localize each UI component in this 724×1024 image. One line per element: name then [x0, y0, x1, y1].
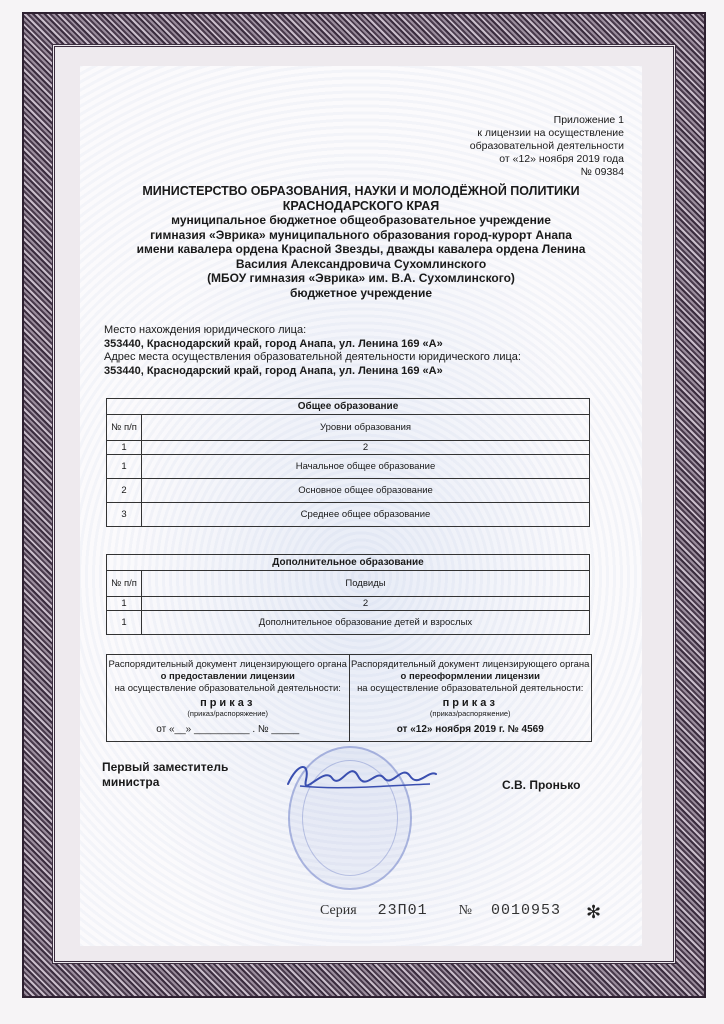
- general-index-1: 1: [107, 441, 142, 455]
- table-row: [107, 455, 590, 479]
- table-row: [107, 479, 590, 503]
- org-line-5: (МБОУ гимназия «Эврика» им. В.А. Сухомлинского): [207, 271, 515, 285]
- appendix-line-1: Приложение 1: [553, 114, 624, 126]
- extra-col-num: № п/п: [107, 571, 142, 597]
- serial-number-value: 0010953: [491, 902, 562, 919]
- serial-label: Серия: [320, 903, 357, 918]
- decree-right-date: от «12» ноября 2019 г. № 4569: [396, 724, 544, 735]
- legal-address-value: 353440, Краснодарский край, город Анапа, ул. Ленина 169 «А»: [104, 337, 443, 350]
- org-line-4: Василия Александровича Сухомлинского: [235, 256, 487, 271]
- extra-index-1: 1: [107, 597, 142, 611]
- row-name: Среднее общее образование: [142, 503, 590, 527]
- general-education-table: [106, 398, 590, 527]
- decree-reissue-column: [349, 655, 592, 741]
- appendix-reference: [424, 114, 624, 179]
- asterisk-mark: ✻: [586, 902, 602, 922]
- general-col-name: Уровни образования: [142, 415, 590, 441]
- activity-address-label: Адрес места осуществления образовательной деятельности юридического лица:: [104, 351, 521, 363]
- ministry-line-2: КРАСНОДАРСКОГО КРАЯ: [282, 198, 440, 213]
- decree-left-line-1: Распорядительный документ лицензирующего органа: [108, 659, 347, 670]
- decree-issue-column: [107, 655, 349, 741]
- signer-title-line-1: Первый заместитель: [102, 760, 229, 774]
- appendix-line-2: к лицензии на осуществление: [477, 127, 624, 139]
- decree-right-subtype: (приказ/распоряжение): [429, 709, 511, 718]
- serial-number-label: №: [458, 903, 473, 918]
- table-row: [107, 503, 590, 527]
- appendix-line-3: образовательной деятельности: [469, 140, 624, 152]
- general-index-2: 2: [142, 441, 590, 455]
- decree-right-line-1: Распорядительный документ лицензирующего органа: [351, 659, 590, 670]
- decree-left-date: от «__» __________ . № _____: [156, 724, 300, 735]
- ministry-line-1: МИНИСТЕРСТВО ОБРАЗОВАНИЯ, НАУКИ И МОЛОДЁЖНОЙ ПОЛИТИКИ: [142, 184, 580, 198]
- decree-left-type: приказ: [200, 697, 256, 709]
- row-num: 3: [107, 503, 142, 527]
- legal-address-label: Место нахождения юридического лица:: [104, 324, 307, 336]
- appendix-line-4: от «12» ноября 2019 года: [499, 153, 624, 165]
- address-block: [104, 324, 624, 378]
- decree-left-line-2: о предоставлении лицензии: [160, 671, 295, 682]
- signature-mark: [280, 756, 440, 796]
- signer-title: [102, 760, 228, 790]
- row-name: Основное общее образование: [142, 479, 590, 503]
- document-header: [80, 184, 642, 300]
- extra-col-name: Подвиды: [142, 571, 590, 597]
- row-num: 1: [107, 611, 142, 635]
- signer-name: С.В. Пронько: [502, 778, 581, 792]
- additional-education-table: [106, 554, 590, 635]
- row-num: 1: [107, 455, 142, 479]
- signer-title-line-2: министра: [102, 775, 160, 789]
- general-col-num: № п/п: [107, 415, 142, 441]
- decree-right-line-3: на осуществление образовательной деятельности:: [357, 683, 584, 694]
- serial-series: 23П01: [377, 902, 428, 919]
- extra-table-title: Дополнительное образование: [107, 555, 590, 571]
- activity-address-value: 353440, Краснодарский край, город Анапа, ул. Ленина 169 «А»: [104, 364, 443, 377]
- org-line-6: бюджетное учреждение: [289, 285, 433, 300]
- decree-right-type: приказ: [442, 697, 498, 709]
- decree-left-line-3: на осуществление образовательной деятельности:: [114, 683, 341, 694]
- org-line-2: гимназия «Эврика» муниципального образования город-курорт Анапа: [150, 227, 572, 242]
- document-body: [80, 66, 642, 946]
- row-name: Дополнительное образование детей и взрослых: [142, 611, 590, 635]
- row-name: Начальное общее образование: [142, 455, 590, 479]
- decree-left-subtype: (приказ/распоряжение): [187, 709, 269, 718]
- serial-number: [320, 902, 561, 919]
- table-row: [107, 611, 590, 635]
- org-line-1: муниципальное бюджетное общеобразовательное учреждение: [171, 213, 551, 227]
- org-line-3: имени кавалера ордена Красной Звезды, дважды кавалера ордена Ленина: [136, 242, 586, 256]
- extra-index-2: 2: [142, 597, 590, 611]
- decree-documents: [106, 654, 592, 742]
- general-table-title: Общее образование: [107, 399, 590, 415]
- appendix-line-5: № 09384: [580, 166, 624, 178]
- decree-right-line-2: о переоформлении лицензии: [400, 671, 540, 682]
- row-num: 2: [107, 479, 142, 503]
